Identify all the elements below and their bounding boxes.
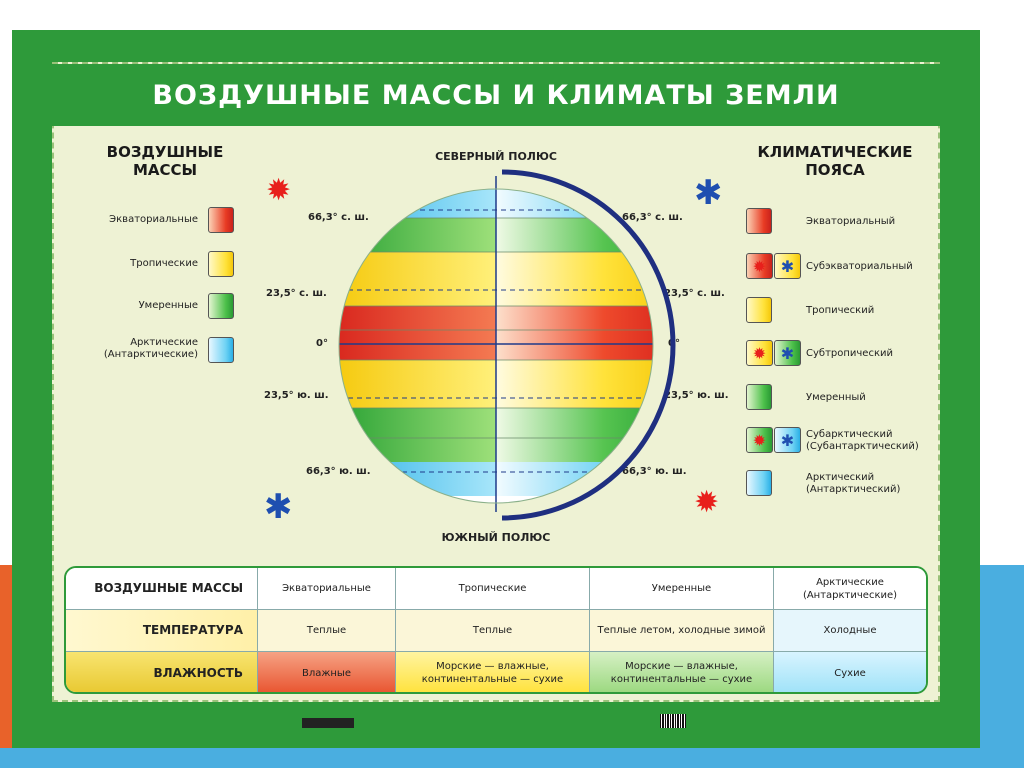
belt-swatch-subtropical (746, 340, 802, 366)
slide-accent-right (975, 565, 1024, 768)
lat-label-23s-left: 23,5° ю. ш. (264, 390, 329, 401)
lat-label-66n-right: 66,3° с. ш. (622, 212, 683, 223)
lat-label-eq-right: 0° (668, 338, 680, 349)
lat-label-23n-left: 23,5° с. ш. (266, 288, 327, 299)
belt-label: Арктический (Антарктический) (806, 472, 901, 495)
barcode-icon (660, 714, 686, 728)
table-cell: Теплые (396, 610, 590, 652)
climate-belts-heading-line2: ПОЯСА (805, 161, 865, 179)
table-row (66, 568, 926, 610)
table-cell: Морские — влажные, континентальные — сухие (396, 652, 590, 694)
table-cell: Умеренные (590, 568, 774, 610)
air-mass-properties-table (64, 566, 928, 694)
air-masses-heading (80, 143, 250, 179)
south-pole-label: ЮЖНЫЙ ПОЛЮС (441, 531, 551, 544)
belt-swatch-equatorial (746, 208, 772, 234)
belt-swatch-tropical (746, 297, 772, 323)
snowflake-icon: ✱ (774, 340, 801, 366)
sun-icon: ✹ (746, 253, 773, 279)
air-mass-label: Экваториальные (109, 214, 198, 225)
lat-label-23n-right: 23,5° с. ш. (664, 288, 725, 299)
belt-label: Субтропический (806, 348, 893, 359)
table-cell: Теплые (258, 610, 396, 652)
table-cell: Влажные (258, 652, 396, 694)
climate-belts-heading-line1: КЛИМАТИЧЕСКИЕ (757, 143, 913, 161)
belt-label: Тропический (806, 305, 875, 316)
table-cell: Сухие (774, 652, 926, 694)
belt-label: Экваториальный (806, 216, 896, 227)
air-masses-heading-line1: ВОЗДУШНЫЕ (106, 143, 224, 161)
belt-swatch-subarctic (746, 427, 802, 453)
air-masses-heading-line2: МАССЫ (132, 161, 198, 179)
table-cell: Арктические (Антарктические) (774, 568, 926, 610)
table-cell: Теплые летом, холодные зимой (590, 610, 774, 652)
row-header-humidity: ВЛАЖНОСТЬ (66, 652, 258, 694)
table-cell: Экваториальные (258, 568, 396, 610)
air-mass-label: Тропические (130, 258, 198, 269)
air-mass-label: Арктические (Антарктические) (103, 337, 198, 360)
belt-swatch-arctic (746, 470, 772, 496)
air-mass-swatch-equatorial (208, 207, 234, 233)
north-pole-label: СЕВЕРНЫЙ ПОЛЮС (435, 150, 557, 163)
lat-label-eq-left: 0° (316, 338, 328, 349)
lat-label-66s-left: 66,3° ю. ш. (306, 466, 371, 477)
air-mass-swatch-tropical (208, 251, 234, 277)
air-mass-swatch-arctic (208, 337, 234, 363)
poster-title: ВОЗДУШНЫЕ МАССЫ И КЛИМАТЫ ЗЕМЛИ (152, 79, 840, 111)
belt-label: Умеренный (806, 392, 866, 403)
snowflake-icon: ✱ (264, 487, 293, 527)
lat-label-66n-left: 66,3° с. ш. (308, 212, 369, 223)
climate-belts-heading (725, 143, 945, 179)
lat-label-66s-right: 66,3° ю. ш. (622, 466, 687, 477)
table-cell: Морские — влажные, континентальные — сухие (590, 652, 774, 694)
table-row (66, 610, 926, 652)
snowflake-icon: ✱ (774, 427, 801, 453)
sun-icon: ✹ (746, 427, 773, 453)
table-cell: Холодные (774, 610, 926, 652)
table-cell: Тропические (396, 568, 590, 610)
sun-icon: ✹ (266, 173, 292, 208)
snowflake-icon: ✱ (774, 253, 801, 279)
row-header-temperature: ТЕМПЕРАТУРА (66, 610, 258, 652)
belt-swatch-subequatorial (746, 253, 802, 279)
lat-label-23s-right: 23,5° ю. ш. (664, 390, 729, 401)
belt-label: Субарктический (Субантарктический) (806, 429, 919, 452)
publisher-logo (302, 718, 354, 728)
slide-accent-bottom (0, 748, 1024, 768)
globe-diagram (330, 166, 676, 528)
belt-label: Субэкваториальный (806, 261, 913, 272)
air-mass-swatch-temperate (208, 293, 234, 319)
sun-icon: ✹ (694, 485, 720, 520)
title-bar (52, 64, 940, 126)
air-mass-label: Умеренные (138, 300, 198, 311)
table-row (66, 652, 926, 694)
snowflake-icon: ✱ (694, 173, 723, 213)
sun-icon: ✹ (746, 340, 773, 366)
belt-swatch-temperate (746, 384, 772, 410)
row-header-air-masses: ВОЗДУШНЫЕ МАССЫ (66, 568, 258, 610)
